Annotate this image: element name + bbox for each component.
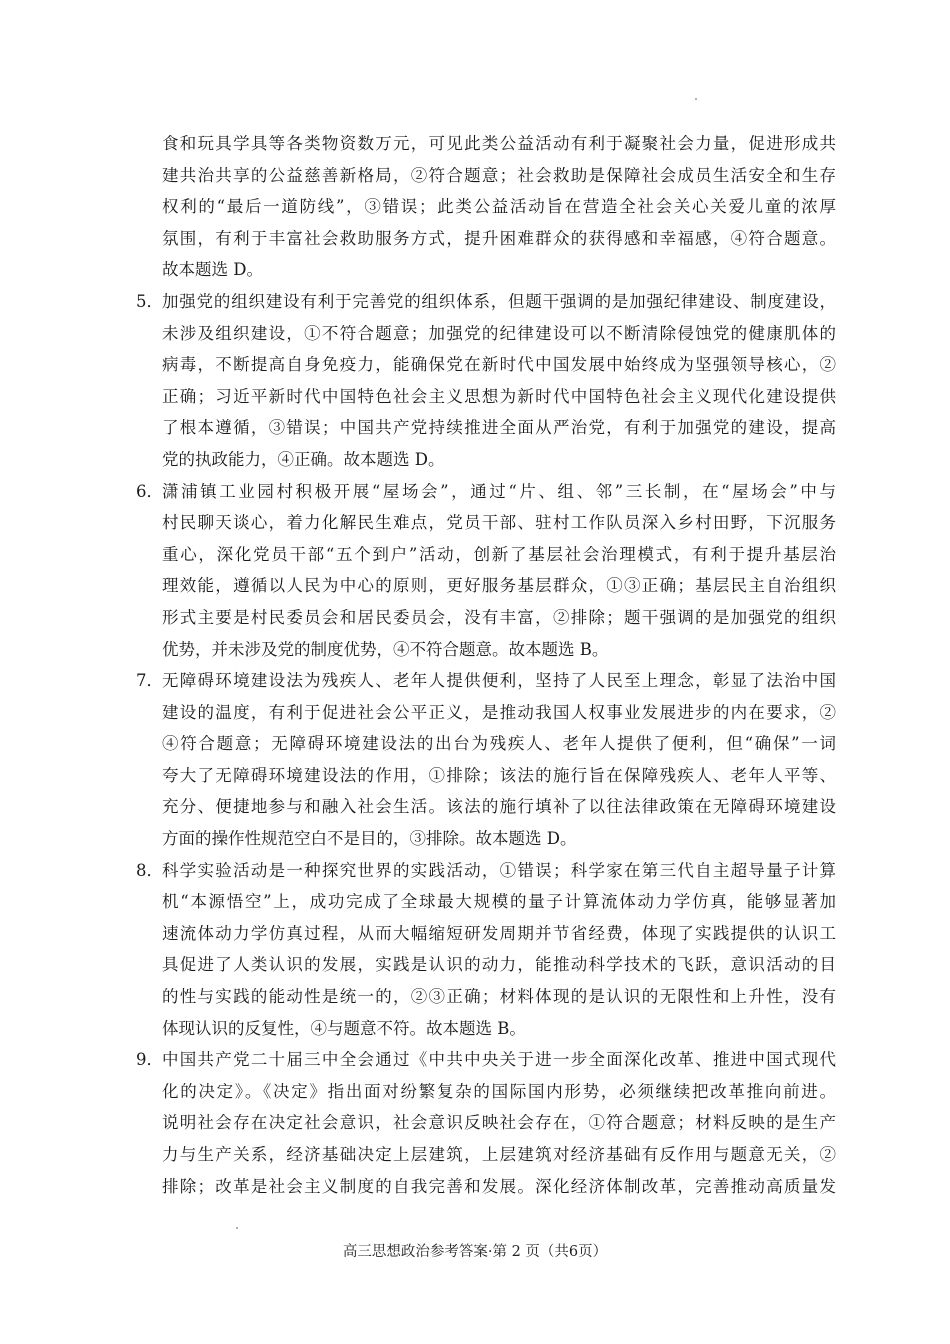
text-line: 故本题选 D。 (162, 260, 263, 280)
text-line: 正确；习近平新时代中国特色社会主义思想为新时代中国特色社会主义现代化建设提供 (162, 386, 836, 406)
scan-speck (695, 98, 697, 100)
text-line: 氛围，有利于丰富社会救助服务方式，提升困难群众的获得感和幸福感，④符合题意。 (162, 228, 836, 248)
text-line: 村民聊天谈心，着力化解民生难点，党员干部、驻村工作队员深入乡村田野，下沉服务 (162, 513, 836, 533)
answer-item-8 (136, 855, 836, 1045)
answer-content (136, 128, 836, 1202)
text-line: 重心，深化党员干部“五个到户”活动，创新了基层社会治理模式，有利于提升基层治 (162, 544, 836, 564)
answer-item-6 (136, 476, 836, 666)
text-line: 食和玩具学具等各类物资数万元，可见此类公益活动有利于凝聚社会力量，促进形成共 (162, 134, 836, 153)
text-line: 体现认识的反复性，④与题意不符。故本题选 B。 (162, 1018, 526, 1038)
text-line: 加强党的组织建设有利于完善党的组织体系，但题干强调的是加强纪律建设、制度建设， (162, 291, 836, 311)
text-line: 力与生产关系，经济基础决定上层建筑，上层建筑对经济基础有反作用与题意无关，② (162, 1145, 836, 1164)
item-number: 8． (136, 860, 163, 880)
text-line: 排除；改革是社会主义制度的自我完善和发展。深化经济体制改革，完善推动高质量发 (162, 1176, 836, 1196)
text-line: 方面的操作性规范空白不是目的，③排除。故本题选 D。 (162, 829, 577, 849)
text-line: 的性与实践的能动性是统一的，②③正确；材料体现的是认识的无限性和上升性，没有 (162, 987, 836, 1007)
scan-speck (236, 1227, 238, 1229)
text-line: 潇浦镇工业园村积极开展“屋场会”，通过“片、组、邻”三长制，在“屋场会”中与 (162, 481, 836, 501)
text-line: 理效能，遵循以人民为中心的原则，更好服务基层群众，①③正确；基层民主自治组织 (162, 576, 836, 596)
continuation-paragraph (136, 128, 836, 286)
text-line: 病毒，不断提高自身免疫力，能确保党在新时代中国发展中始终成为坚强领导核心，② (162, 355, 836, 375)
answer-item-9 (136, 1044, 836, 1202)
item-number: 6． (136, 481, 163, 501)
text-line: 具促进了人类认识的发展，实践是认识的动力，能推动科学技术的飞跃，意识活动的目 (162, 955, 836, 975)
text-line: 优势，并未涉及党的制度优势，④不符合题意。故本题选 B。 (162, 639, 609, 659)
text-line: 说明社会存在决定社会意识，社会意识反映社会存在，①符合题意；材料反映的是生产 (162, 1113, 836, 1133)
page-footer: 高三思想政治参考答案·第 2 页（共6页） (342, 1244, 608, 1260)
answer-item-5 (136, 286, 836, 476)
text-line: 形式主要是村民委员会和居民委员会，没有丰富，②排除；题干强调的是加强党的组织 (162, 607, 836, 627)
text-line: 未涉及组织建设，①不符合题意；加强党的纪律建设可以不断清除侵蚀党的健康肌体的 (162, 323, 836, 343)
text-line: 夸大了无障碍环境建设法的作用，①排除；该法的施行旨在保障残疾人、老年人平等、 (162, 765, 836, 785)
text-line: 充分、便捷地参与和融入社会生活。该法的施行填补了以往法律政策在无障碍环境建设 (162, 797, 836, 817)
text-line: 机“本源悟空”上，成功完成了全球最大规模的量子计算流体动力学仿真，能够显著加 (162, 892, 836, 912)
item-number: 7． (136, 671, 163, 691)
text-line: ④符合题意；无障碍环境建设法的出台为残疾人、老年人提供了便利，但“确保”一词 (162, 734, 836, 754)
item-number: 9． (136, 1050, 163, 1070)
text-line: 建共治共享的公益慈善新格局，②符合题意；社会救助是保障社会成员生活安全和生存 (162, 165, 836, 185)
text-line: 建设的温度，有利于促进社会公平正义，是推动我国人权事业发展进步的内在要求，② (162, 702, 836, 722)
text-line: 了根本遵循，③错误；中国共产党持续推进全面从严治党，有利于加强党的建设，提高 (162, 418, 836, 438)
text-line: 党的执政能力，④正确。故本题选 D。 (162, 449, 445, 469)
text-line: 速流体动力学仿真过程，从而大幅缩短研发周期并节省经费，体现了实践提供的认识工 (162, 923, 836, 943)
text-line: 中国共产党二十届三中全会通过《中共中央关于进一步全面深化改革、推进中国式现代 (162, 1050, 836, 1070)
text-line: 化的决定》。《决定》指出面对纷繁复杂的国际国内形势，必须继续把改革推向前进。 (162, 1081, 836, 1101)
item-number: 5． (136, 291, 163, 311)
text-line: 无障碍环境建设法为残疾人、老年人提供便利，坚持了人民至上理念，彰显了法治中国 (162, 671, 836, 691)
answer-item-7 (136, 665, 836, 855)
text-line: 权利的“最后一道防线”，③错误；此类公益活动旨在营造全社会关心关爱儿童的浓厚 (162, 197, 836, 217)
text-line: 科学实验活动是一种探究世界的实践活动，①错误；科学家在第三代自主超导量子计算 (162, 860, 836, 880)
